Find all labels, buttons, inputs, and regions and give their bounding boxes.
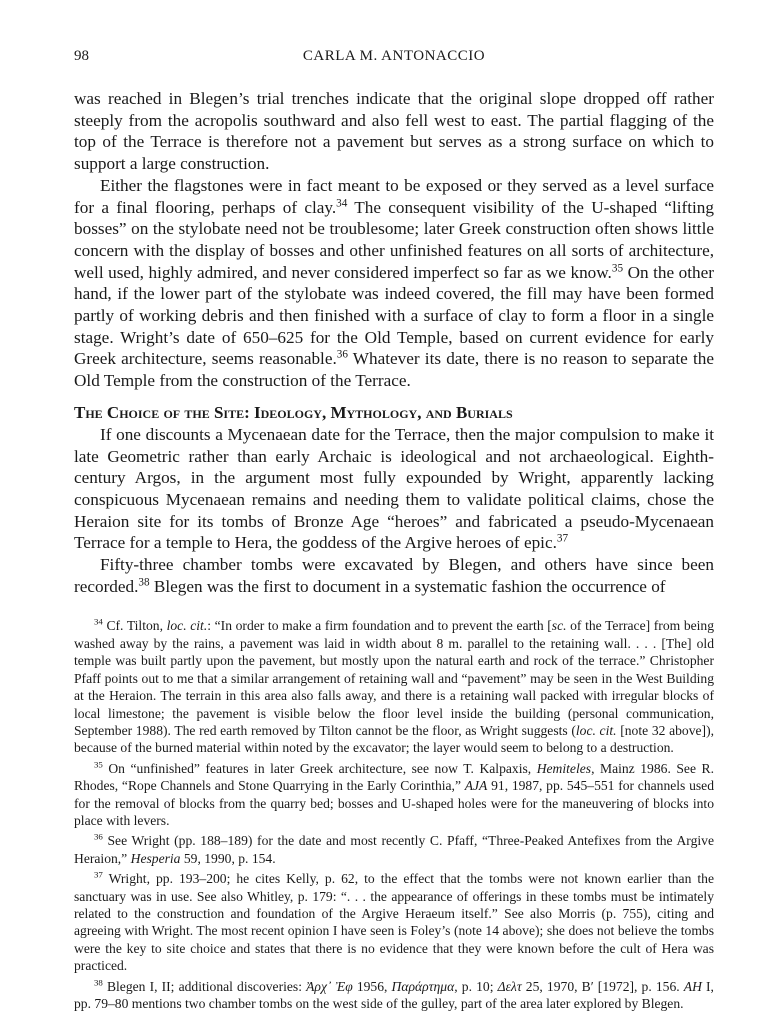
- page: [74, 48, 714, 1015]
- footnote-ref-38[interactable]: 38: [138, 576, 150, 589]
- paragraph-3: If one discounts a Mycenaean date for the Terrace, then the major compulsion to make it late Geometric rather than early Archaic is ideological and not archaeological. Eighth-century Argos, in the argument most fully expounded by Wright, apparently lacking conspicuous Mycenaean remains and needing them to validate political claims, chose the Heraion site for its tombs of Bronze Age “heroes” and fabricated a pseudo-Mycenaean Terrace for a temple to Hera, the goddess of the Argive heroes of epic.$^{37}$: [74, 424, 714, 553]
- paragraph-2: Either the flagstones were in fact meant to be exposed or they served as a level surface for a final flooring, perhaps of clay.$^{34}$ The consequent visibility of the U-shaped “lifting bosses” on the stylobate need not be troublesome; later Greek construction often shows little concern with the display of bosses and other unfinished features on all sorts of architecture, well used, highly admired, and never considered imperfect so far as we know.$^{35}$ On the other hand, if the lower part of the stylobate was indeed covered, the fill may have been formed partly of working debris and then finished with a surface of clay to form a floor in a single stage. Wright’s date of 650–625 for the Old Temple, based on current evidence for early Greek architecture, seems reasonable.$^{36}$ Whatever its date, there is no reason to separate the Old Temple from the construction of the Terrace.: [74, 175, 714, 391]
- body-text: [74, 88, 714, 597]
- footnote-38: $^{38}$ Blegen I, II; additional discoveries: Ἀρχ᾽ Ἐφ 1956, Παράρτημα, p. 10; Δελτ 25, 1970, Β′ [1972], p. 156. AH I, pp. 79–80 mentions two chamber tombs on the west side of the gulley, part of the area later explored by Blegen.: [74, 977, 714, 1011]
- footnote-ref-37[interactable]: 37: [556, 532, 569, 545]
- section-heading: The Choice of the Site: Ideology, Mythology, and Burials: [74, 402, 513, 422]
- footnote-ref-34[interactable]: 34: [336, 196, 348, 209]
- paragraph-4: Fifty-three chamber tombs were excavated by Blegen, and others have since been recorded.$^{38}$ Blegen was the first to document in a systematic fashion the occurrence of: [74, 555, 714, 596]
- footnotes: [74, 617, 714, 1012]
- paragraph-1: was reached in Blegen’s trial trenches indicate that the original slope dropped off rather steeply from the acropolis southward and also fell west to east. The partial flagging of the top of the Terrace is therefore not a pavement but serves as a strong surface on which to support a large construction.: [74, 89, 714, 174]
- footnote-37: $^{37}$ Wright, pp. 193–200; he cites Kelly, p. 62, to the effect that the tombs were not known earlier than the sanctuary was in use. See also Whitley, p. 179: “. . . the appearance of offerings in these tombs must be intimately related to the construction and foundation of the Argive Heraeum itself.” See also Morris (p. 755), citing and agreeing with Wright. The most recent opinion I have seen is Foley’s (note 14 above); she does not believe the tombs were the key to site choice and states that there is no evidence that they were known before the cult of Hera was practiced.: [74, 869, 714, 974]
- running-head: CARLA M. ANTONACCIO: [302, 48, 486, 64]
- page-header: [74, 48, 714, 70]
- footnote-ref-35[interactable]: 35: [611, 261, 624, 274]
- page-number: 98: [74, 48, 89, 64]
- footnote-ref-36[interactable]: 36: [336, 348, 348, 361]
- footnote-36: $^{36}$ See Wright (pp. 188–189) for the date and most recently C. Pfaff, “Three-Peaked Antefixes from the Argive Heraion,” Hesperia 59, 1990, p. 154.: [74, 831, 714, 866]
- footnote-35: $^{35}$ On “unfinished” features in later Greek architecture, see now T. Kalpaxis, Hemiteles, Mainz 1986. See R. Rhodes, “Rope Channels and Stone Quarrying in the Early Corinthia,” AJA 91, 1987, pp. 545–551 for channels used for the removal of blocks from the quarry bed; bosses and U-shaped holes were for the maneuvering of blocks into place with levers.: [74, 759, 714, 828]
- footnote-34: $^{34}$ Cf. Tilton, loc. cit.: “In order to make a firm foundation and to prevent the earth [sc. of the Terrace] from being washed away by the rains, a pavement was laid in width about 8 m. parallel to the retaining wall. . . . [The] old temple was built partly upon the pavement, but mostly upon the natural earth and rock of the terrace.” Christopher Pfaff points out to me that a similar arrangement of retaining wall and “pavement” may be seen in the West Building at the Heraion. The terrain in this area also falls away, and there is a retaining wall packed with irregular blocks of local limestone; the pavement is visible below the floor level inside the building (personal communication, September 1988). The red earth removed by Tilton cannot be the floor, as Wright suggests (loc. cit. [note 32 above]), because of the burned material within noted by the excavator; the layer would seem to belong to a destruction.: [74, 616, 715, 756]
